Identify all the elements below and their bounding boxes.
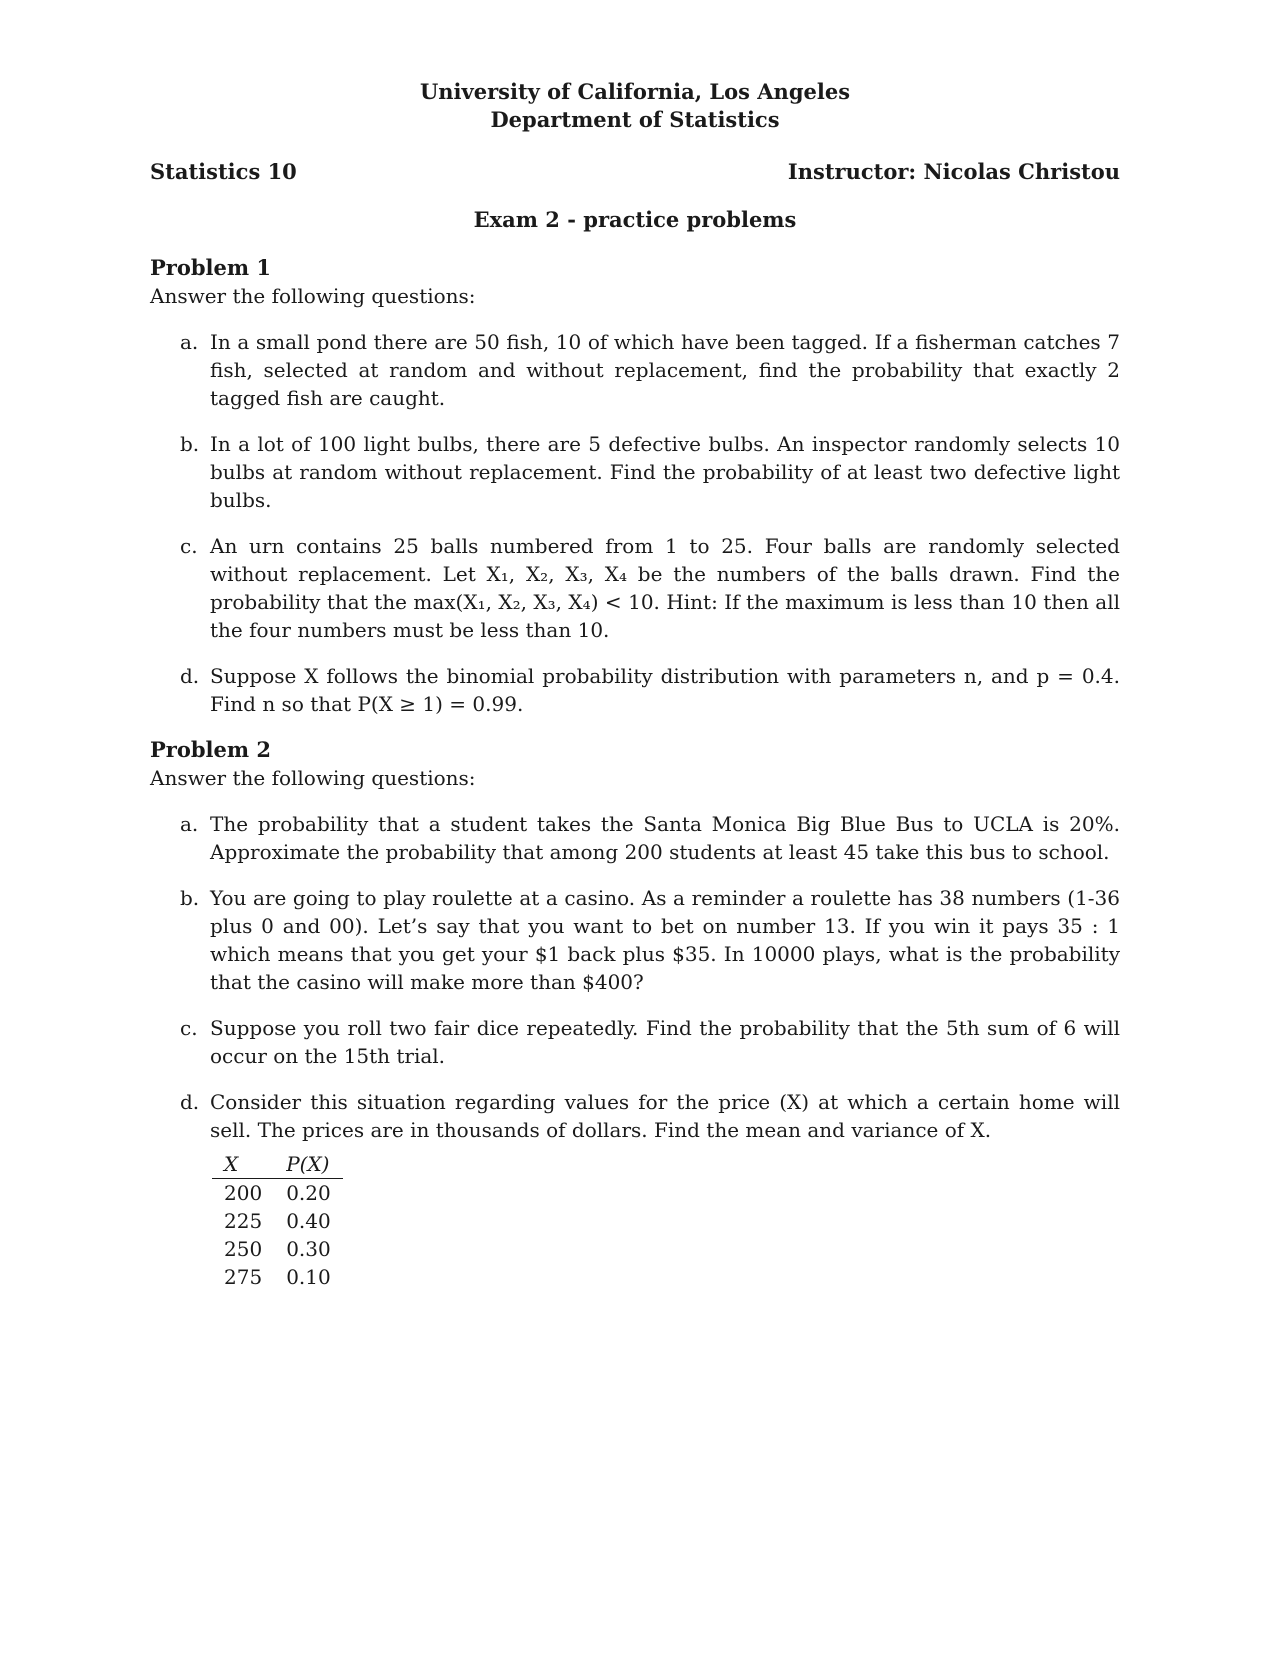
problem-1-items: [150, 328, 1120, 718]
item-letter: c.: [180, 1016, 198, 1040]
problem-1: [150, 254, 1120, 718]
item-text: Consider this situation regarding values for the price (X) at which a certain home will sell. The prices are in thousands of dollars. Find the mean and variance of X.: [210, 1090, 1120, 1142]
exam-title: Exam 2 - practice problems: [473, 207, 797, 232]
problem-1-item-c: [180, 532, 1120, 644]
course-name: Statistics 10: [150, 159, 297, 184]
university-name: University of California, Los Angeles: [419, 79, 851, 104]
item-letter: b.: [180, 886, 200, 910]
item-text: You are going to play roulette at a casino. As a reminder a roulette has 38 numbers (1-36 plus 0 and 00). Let’s say that you want to bet on number 13. If you win it pays 35 : 1 which means that you get your $1 back plus $35. In 10000 plays, what is the probability that the casino will make more than $400?: [210, 886, 1120, 994]
problem-2-items: [150, 810, 1120, 1291]
item-letter: c.: [180, 534, 198, 558]
document-page: [150, 78, 1120, 1309]
table-row: [212, 1179, 343, 1208]
item-letter: d.: [180, 1090, 200, 1114]
table-cell: 0.20: [286, 1181, 331, 1205]
table-cell: 0.10: [286, 1265, 331, 1289]
problem-2-intro: Answer the following questions:: [150, 766, 476, 790]
problem-1-item-a: [180, 328, 1120, 412]
problem-2-title: Problem 2: [150, 737, 272, 762]
problem-1-intro: Answer the following questions:: [150, 284, 476, 308]
item-text: Suppose X follows the binomial probability distribution with parameters n, and p = 0.4. Find n so that P(X ≥ 1) = 0.99.: [210, 664, 1120, 716]
item-body: [210, 1088, 1120, 1291]
problem-1-item-d: [180, 662, 1120, 718]
item-letter: d.: [180, 664, 200, 688]
table-row: [212, 1235, 343, 1263]
course-info-row: [150, 158, 1120, 186]
table-cell: 225: [224, 1209, 263, 1233]
problem-1-title: Problem 1: [150, 255, 272, 280]
item-text: In a lot of 100 light bulbs, there are 5 defective bulbs. An inspector randomly selects 10 bulbs at random without replacement. Find the probability of at least two defective light bulbs.: [210, 432, 1120, 512]
table-cell: 275: [224, 1265, 263, 1289]
column-header-px: P(X): [274, 1150, 343, 1179]
item-letter: b.: [180, 432, 200, 456]
table-header-row: [212, 1150, 343, 1179]
item-text: In a small pond there are 50 fish, 10 of which have been tagged. If a fisherman catches 7 fish, selected at random and without replacement, find the probability that exactly 2 tagged fish are caught.: [210, 330, 1120, 410]
column-header-x: X: [212, 1150, 274, 1179]
problem-2-item-a: [180, 810, 1120, 866]
table-row: [212, 1263, 343, 1291]
item-letter: a.: [180, 330, 199, 354]
instructor-name: Instructor: Nicolas Christou: [787, 159, 1120, 184]
document-header: [150, 78, 1120, 134]
department-name: Department of Statistics: [490, 107, 780, 132]
item-text: An urn contains 25 balls numbered from 1 to 25. Four balls are randomly selected without replacement. Let X₁, X₂, X₃, X₄ be the numbers of the balls drawn. Find the probability that the max(X₁, X₂, X₃, X₄) < 10. Hint: If the maximum is less than 10 then all the four numbers must be less than 10.: [210, 534, 1120, 642]
table-row: [212, 1207, 343, 1235]
problem-2-item-d: [180, 1088, 1120, 1291]
problem-1-item-b: [180, 430, 1120, 514]
price-distribution-table: [212, 1150, 343, 1291]
table-cell: 250: [224, 1237, 263, 1261]
problem-2-item-b: [180, 884, 1120, 996]
table-cell: 0.30: [286, 1237, 331, 1261]
problem-2-item-c: [180, 1014, 1120, 1070]
item-letter: a.: [180, 812, 199, 836]
problem-2: [150, 736, 1120, 1291]
item-text: Suppose you roll two fair dice repeatedly. Find the probability that the 5th sum of 6 will occur on the 15th trial.: [210, 1016, 1120, 1068]
item-text: The probability that a student takes the Santa Monica Big Blue Bus to UCLA is 20%. Approximate the probability that among 200 students at least 45 take this bus to school.: [210, 812, 1120, 864]
table-cell: 200: [224, 1181, 263, 1205]
table-cell: 0.40: [286, 1209, 331, 1233]
